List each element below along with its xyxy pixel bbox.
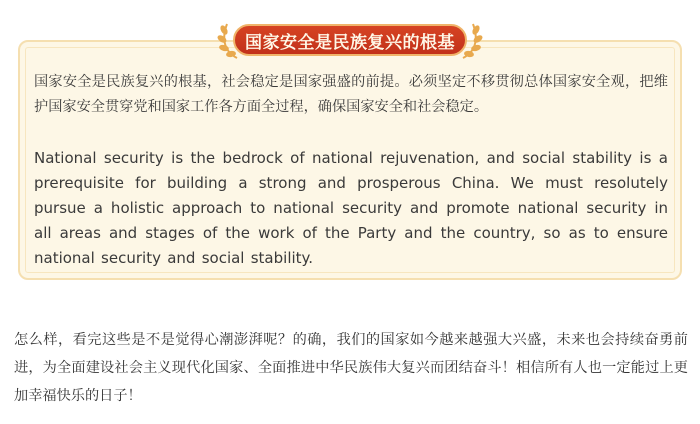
- english-paragraph: National security is the bedrock of national rejuvenation, and social stability is a prerequisite for building a strong and prosperous China. We must resolutely pursue a holistic approach to national security and promote national security in all areas and stages of the work of the Party and the country, so as to ensure national security and social stability.: [34, 149, 668, 267]
- laurel-right-icon: [457, 20, 485, 60]
- comment-paragraph: 怎么样，看完这些是不是觉得心潮澎湃呢？的确，我们的国家如今越来越强大兴盛，未来也会持续奋勇前进，为全面建设社会主义现代化国家、全面推进中华民族伟大复兴而团结奋斗！相信所有人也一定能过上更加幸福快乐的日子！: [14, 332, 688, 404]
- chinese-paragraph: 国家安全是民族复兴的根基，社会稳定是国家强盛的前提。必须坚定不移贯彻总体国家安全观，把维护国家安全贯穿党和国家工作各方面全过程，确保国家安全和社会稳定。: [34, 74, 668, 115]
- card-title-banner: [215, 20, 485, 60]
- card-title: 国家安全是民族复兴的根基: [233, 24, 467, 56]
